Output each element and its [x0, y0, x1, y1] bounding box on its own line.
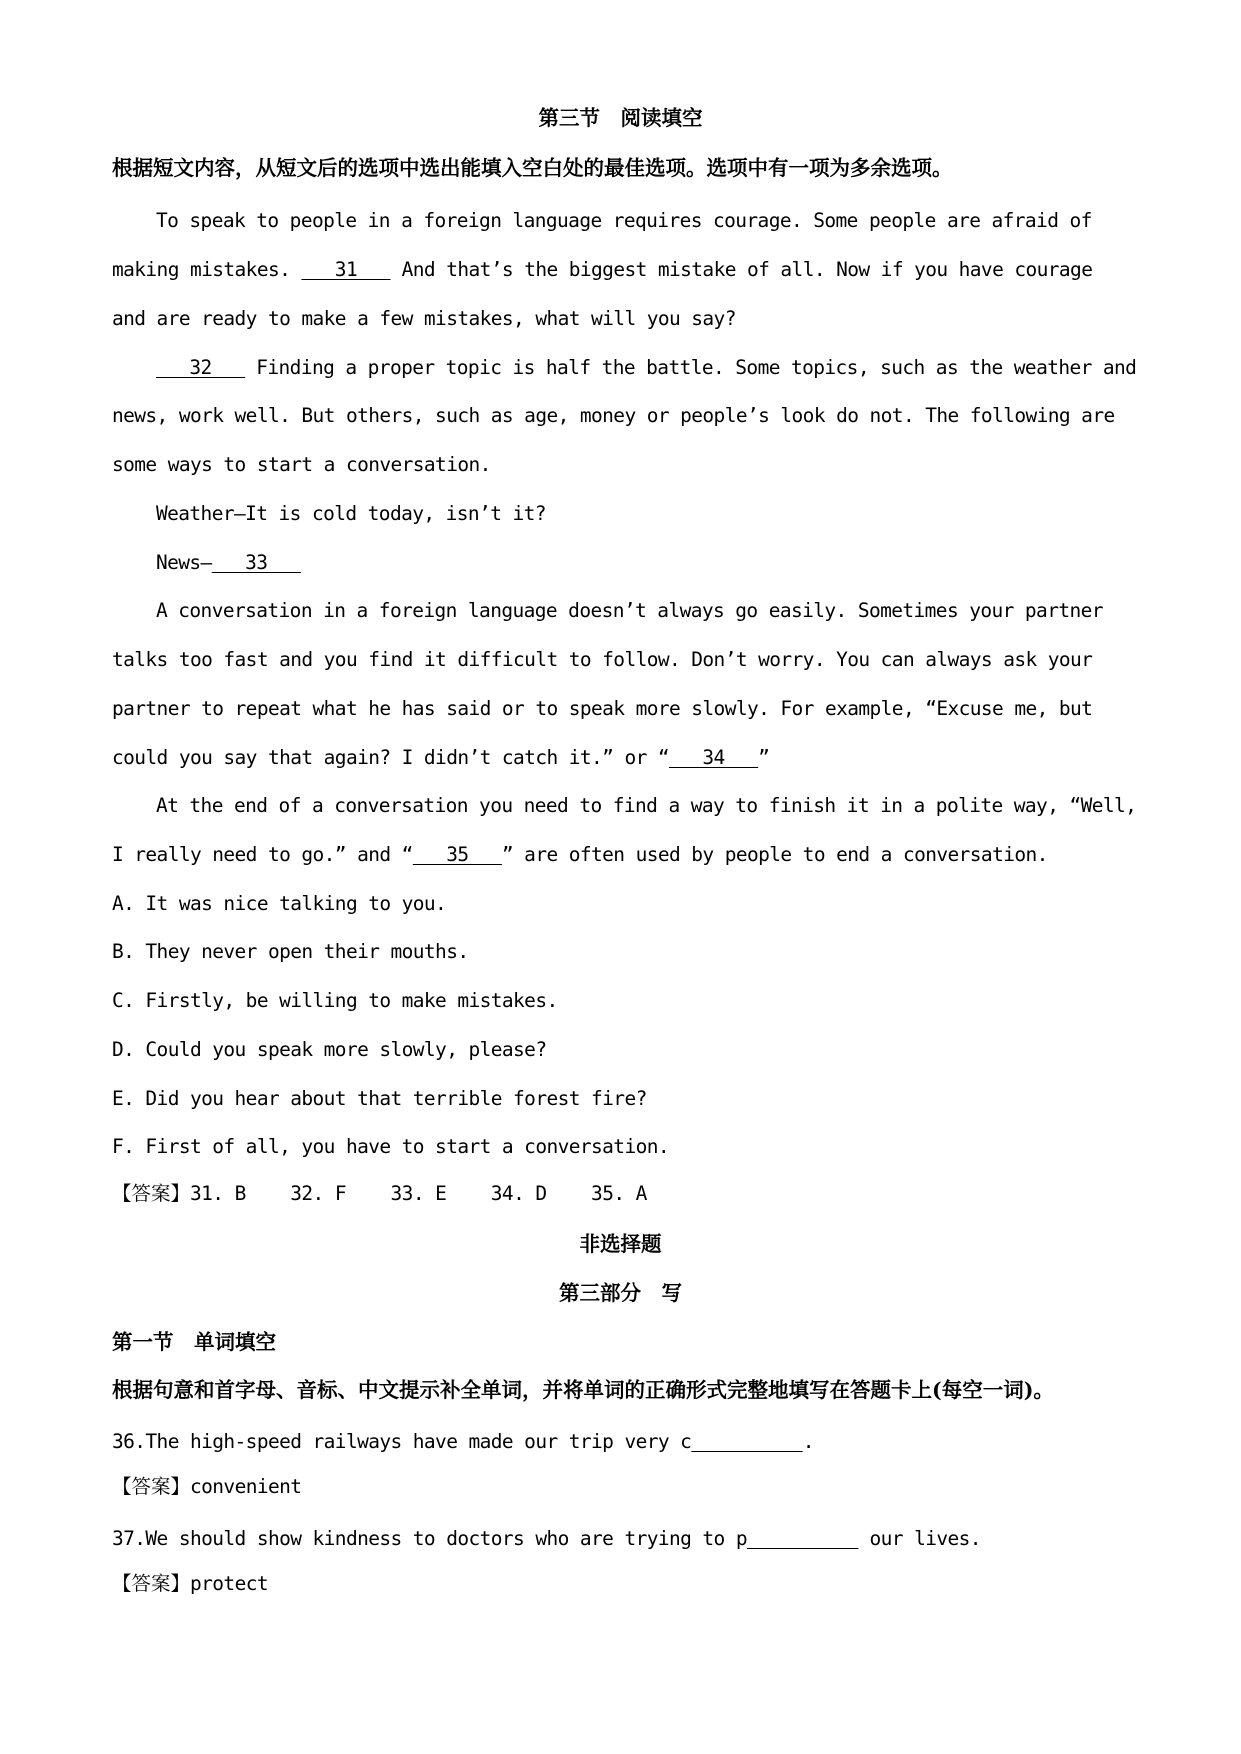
option-e: E. Did you hear about that terrible forest fire? — [112, 1087, 647, 1110]
passage-line: News— 33 — [156, 551, 301, 574]
passage-line: I really need to go.” and “ 35 ” are often used by people to end a conversation. — [112, 843, 1048, 866]
part-subheading: 第三部分 写 — [559, 1281, 682, 1305]
blank-36 — [691, 1430, 802, 1453]
blank-37 — [747, 1527, 858, 1550]
passage-line: To speak to people in a foreign language requires courage. Some people are afraid of — [156, 209, 1092, 232]
question-37: 37.We should show kindness to doctors who are trying to p our lives. — [112, 1527, 981, 1550]
answer-label: 【答案】 — [112, 1182, 191, 1205]
answer-text: protect — [190, 1572, 268, 1595]
answer-line — [112, 1475, 301, 1499]
answer-text: convenient — [190, 1475, 302, 1498]
section-instructions: 根据短文内容，从短文后的选项中选出能填入空白处的最佳选项。选项中有一项为多余选项。 — [112, 156, 953, 180]
passage-line: some ways to start a conversation. — [112, 453, 491, 476]
option-d: D. Could you speak more slowly, please? — [112, 1038, 547, 1061]
passage-line: could you say that again? I didn’t catch it.” or “ 34 ” — [112, 746, 770, 769]
passage-line: news, work well. But others, such as age, money or people’s look do not. The following are — [112, 404, 1115, 427]
blank-33: 33 — [211, 551, 301, 574]
subsection-instructions: 根据句意和首字母、音标、中文提示补全单词，并将单词的正确形式完整地填写在答题卡上(每空一词)。 — [112, 1378, 1054, 1402]
option-c: C. Firstly, be willing to make mistakes. — [112, 989, 558, 1012]
option-f: F. First of all, you have to start a conversation. — [112, 1135, 669, 1158]
passage-line: and are ready to make a few mistakes, what will you say? — [112, 307, 736, 330]
answer-label: 【答案】 — [112, 1572, 191, 1595]
blank-31: 31 — [301, 258, 391, 281]
option-b: B. They never open their mouths. — [112, 940, 469, 963]
passage-line: At the end of a conversation you need to find a way to finish it in a polite way, “Well, — [156, 794, 1137, 817]
passage-line: 32 Finding a proper topic is half the battle. Some topics, such as the weather and — [156, 356, 1137, 379]
section-title: 第三节 阅读填空 — [538, 106, 703, 130]
part-heading: 非选择题 — [579, 1232, 662, 1256]
answer-text: 31. B 32. F 33. E 34. D 35. A — [190, 1182, 647, 1205]
blank-34: 34 — [669, 746, 759, 769]
subsection-title: 第一节 单词填空 — [112, 1330, 276, 1354]
passage-line: making mistakes. 31 And that’s the biggest mistake of all. Now if you have courage — [112, 258, 1093, 281]
question-36: 36.The high-speed railways have made our trip very c . — [112, 1430, 814, 1453]
blank-35: 35 — [412, 843, 502, 866]
passage-line: partner to repeat what he has said or to speak more slowly. For example, “Excuse me, but — [112, 697, 1093, 720]
passage-line: talks too fast and you find it difficult to follow. Don’t worry. You can always ask your — [112, 648, 1093, 671]
passage-line: A conversation in a foreign language doesn’t always go easily. Sometimes your partner — [156, 599, 1103, 622]
option-a: A. It was nice talking to you. — [112, 892, 447, 915]
answer-label: 【答案】 — [112, 1475, 191, 1498]
blank-32: 32 — [156, 356, 246, 379]
passage-line: Weather—It is cold today, isn’t it? — [156, 502, 546, 525]
answer-line — [112, 1182, 647, 1206]
answer-line — [112, 1572, 268, 1596]
